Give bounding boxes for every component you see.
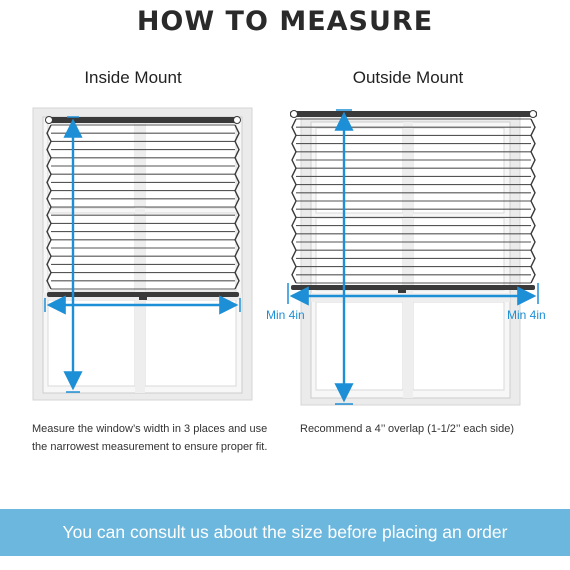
outside-blind-slats bbox=[296, 119, 531, 283]
consult-banner bbox=[0, 509, 570, 556]
outside-bottom-rail bbox=[291, 285, 535, 290]
overlap-label-left: Min 4in bbox=[266, 308, 305, 322]
outside-blind-edge-left bbox=[292, 119, 296, 283]
inside-headrail bbox=[46, 117, 240, 123]
inside-headrail-cap-left bbox=[46, 117, 53, 124]
outside-headrail-cap-right bbox=[530, 111, 537, 118]
page-title: HOW TO MEASURE bbox=[136, 6, 434, 37]
outside-headrail-cap-left bbox=[291, 111, 298, 118]
inside-blind-slats bbox=[51, 125, 235, 289]
consult-banner-text: You can consult us about the size before placing an order bbox=[62, 522, 508, 542]
outside-window bbox=[301, 113, 520, 405]
inside-window bbox=[33, 108, 252, 400]
overlap-label-right: Min 4in bbox=[507, 308, 546, 322]
inside-headrail-cap-right bbox=[234, 117, 241, 124]
outside-mount-description: Recommend a 4’’ overlap (1-1/2’’ each side) bbox=[300, 423, 515, 435]
inside-mount-title: Inside Mount bbox=[84, 68, 182, 87]
outside-mount-title: Outside Mount bbox=[352, 68, 464, 87]
outside-blind-edge-right bbox=[531, 119, 535, 283]
inside-handle bbox=[139, 296, 147, 300]
outside-headrail bbox=[290, 111, 537, 117]
inside-mount-description: Measure the window’s width in 3 places and use the narrowest measurement to ensure proper fit. bbox=[32, 423, 268, 453]
outside-handle bbox=[398, 289, 406, 293]
